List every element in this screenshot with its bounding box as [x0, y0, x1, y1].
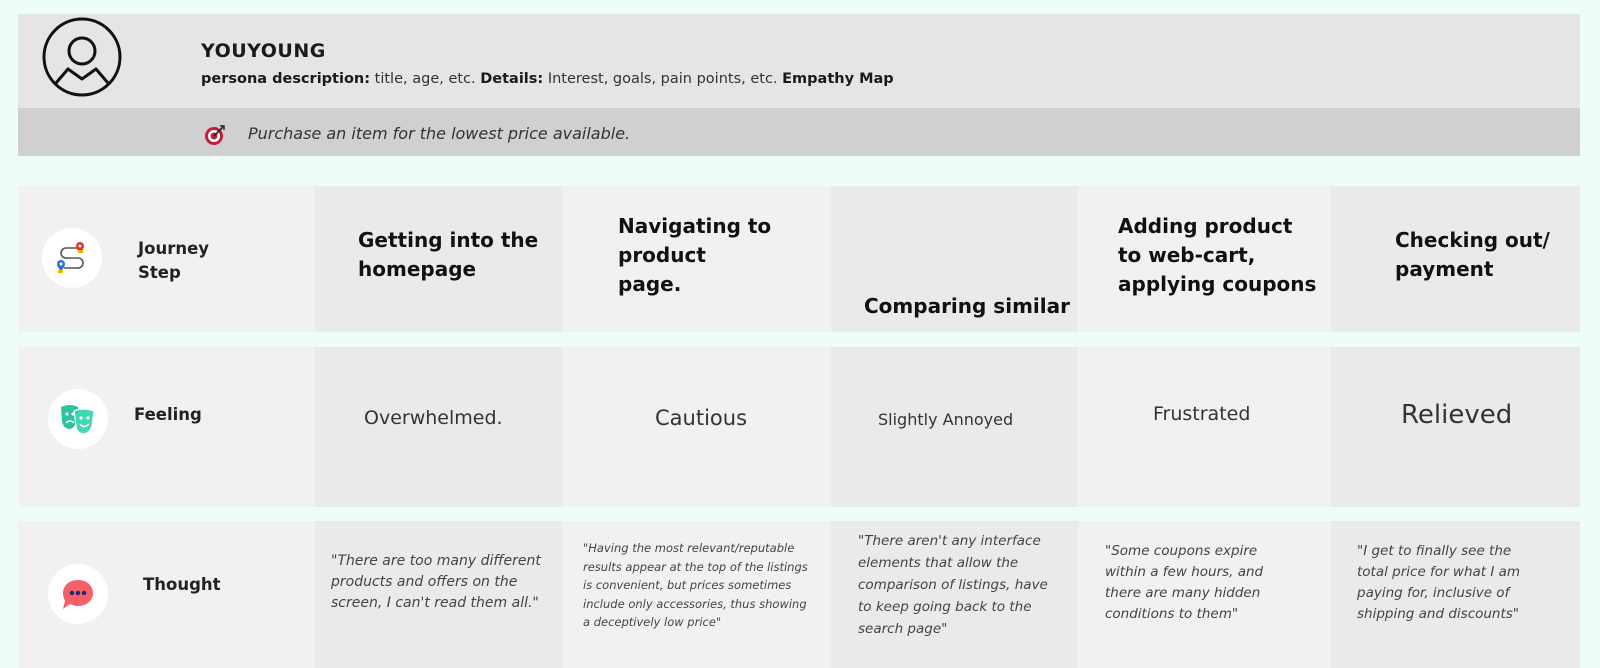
thought-text [331, 551, 541, 614]
chat-bubble-icon [48, 564, 108, 624]
thought-text [583, 539, 808, 632]
thought-line: "Some coupons expire [1105, 543, 1258, 559]
feeling-text: Cautious [655, 406, 748, 430]
thought-label: Thought [143, 575, 221, 594]
persona-description [201, 71, 894, 87]
step-text: to web-cart, [1118, 243, 1256, 267]
feeling-cell-2 [562, 347, 831, 507]
thought-cell-5 [1331, 521, 1580, 668]
journey-step-4 [1078, 186, 1331, 332]
step-text: Navigating to [618, 214, 772, 238]
thought-line: is convenient, but prices sometimes [583, 578, 792, 592]
target-icon [204, 124, 226, 146]
journey-step-label [138, 237, 209, 285]
thought-line: to keep going back to the [858, 599, 1032, 615]
journey-label-line1: Journey [138, 239, 210, 258]
empathy-map-label: Empathy Map [782, 71, 894, 87]
journey-label-cell [18, 186, 315, 332]
feeling-text: Frustrated [1153, 403, 1251, 425]
feeling-cell-4 [1078, 347, 1331, 507]
thought-line: elements that allow the [858, 555, 1019, 571]
thought-line: "Having the most relevant/reputable [583, 541, 795, 555]
feeling-text: Slightly Annoyed [878, 410, 1014, 429]
details-label: Details: [480, 71, 544, 87]
thought-line: "I get to finally see the [1357, 543, 1512, 559]
feeling-cell-3 [831, 347, 1078, 507]
thought-line: "There aren't any interface [858, 533, 1041, 549]
thought-line: conditions to them" [1105, 606, 1239, 622]
thought-line: paying for, inclusive of [1357, 585, 1510, 601]
thought-label-cell [18, 521, 315, 668]
feeling-row [18, 347, 1580, 507]
journey-step-1 [315, 186, 562, 332]
thought-text [858, 530, 1048, 640]
theater-masks-icon [48, 389, 108, 449]
step-text: page. [618, 272, 682, 296]
user-avatar-icon [42, 17, 122, 97]
thought-line: total price for what I am [1357, 564, 1521, 580]
step-text: homepage [358, 257, 477, 281]
details-text: Interest, goals, pain points, etc. [547, 71, 778, 87]
thought-line: results appear at the top of the listings [583, 559, 808, 574]
thought-cell-4 [1078, 521, 1331, 668]
journey-step-2 [562, 186, 831, 332]
thought-line: comparison of listings, have [858, 577, 1048, 593]
journey-step-3 [831, 186, 1078, 332]
journey-label-line2: Step [138, 263, 181, 282]
thought-line: products and offers on the [331, 574, 518, 590]
journey-step-5 [1331, 186, 1580, 332]
thought-cell-2 [562, 521, 831, 668]
thought-text [1357, 541, 1520, 625]
step-text: applying coupons [1118, 272, 1317, 296]
thought-cell-3 [831, 521, 1078, 668]
thought-line: screen, I can't read them all." [331, 595, 539, 611]
thought-line: shipping and discounts" [1357, 606, 1520, 622]
step-text: Comparing similar [864, 294, 1070, 318]
step-text: Adding product [1118, 214, 1293, 238]
step-text: Getting into the [358, 228, 539, 252]
thought-line: there are many hidden [1105, 585, 1261, 601]
journey-step-row [18, 186, 1580, 332]
step-text: product [618, 243, 706, 267]
feeling-label-cell [18, 347, 315, 507]
thought-cell-1 [315, 521, 562, 668]
feeling-text: Relieved [1401, 400, 1513, 430]
thought-line: include only accessories, thus showing [583, 596, 807, 611]
thought-text [1105, 541, 1263, 625]
thought-line: within a few hours, and [1105, 564, 1264, 580]
step-text: Checking out/ [1395, 228, 1550, 252]
desc-text: title, age, etc. [374, 71, 476, 87]
thought-line: "There are too many different [331, 553, 541, 569]
desc-label: persona description: [201, 71, 371, 87]
route-icon [42, 228, 102, 288]
thought-line: a deceptively low price" [583, 615, 722, 629]
persona-goal: Purchase an item for the lowest price available. [248, 124, 631, 143]
feeling-label: Feeling [134, 405, 202, 424]
feeling-cell-5 [1331, 347, 1580, 507]
feeling-cell-1 [315, 347, 562, 507]
feeling-text: Overwhelmed. [364, 407, 503, 429]
thought-line: search page" [858, 621, 948, 637]
step-text: payment [1395, 257, 1494, 281]
persona-name: YOUYOUNG [201, 40, 326, 62]
thought-row [18, 521, 1580, 668]
